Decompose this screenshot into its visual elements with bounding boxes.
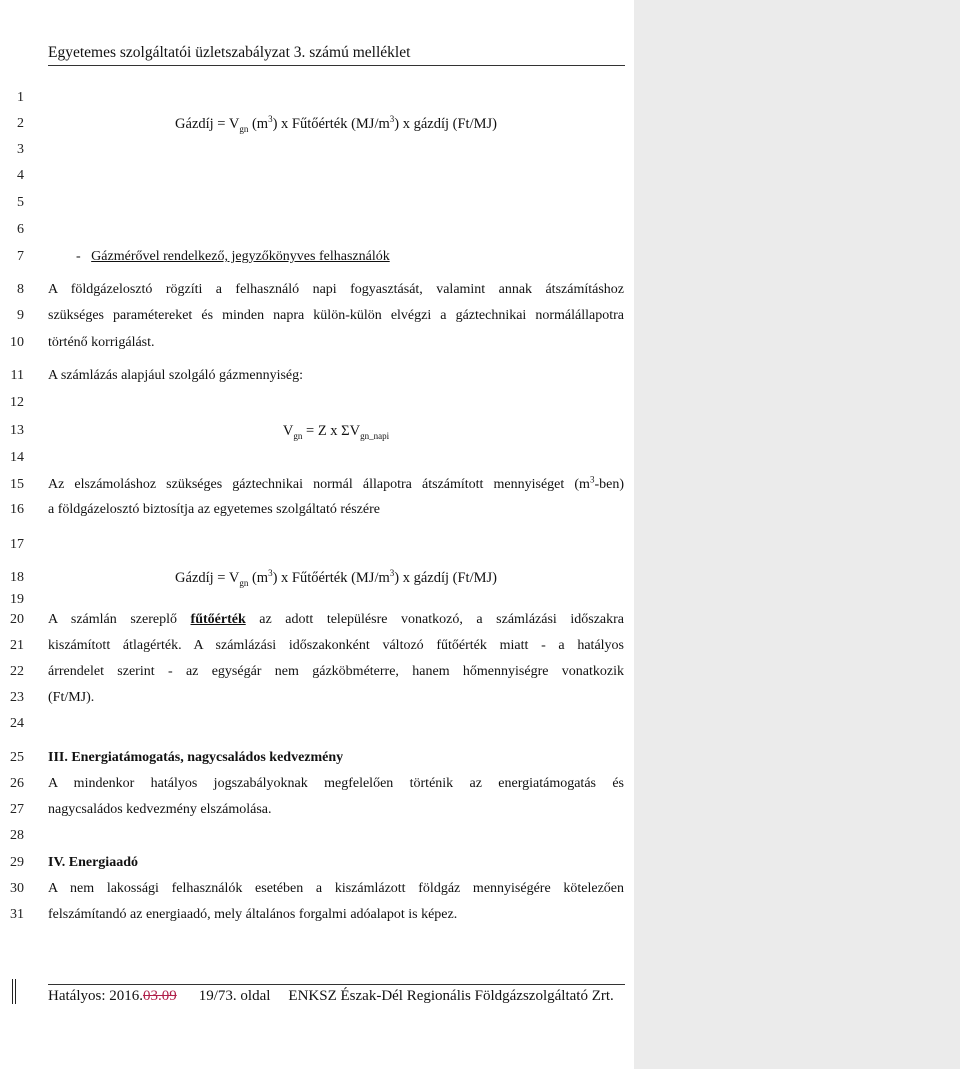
gas-fee-formula: Gázdíj = $V_{gn}$ $(m^3)$ x Fűtőérték $(MJ/m^3)$ x gázdíj (Ft/MJ) (175, 568, 497, 588)
paragraph-line: történő korrigálást. (48, 335, 155, 350)
line-number: 25 (10, 750, 24, 765)
line-number: 13 (10, 423, 24, 438)
effective-date: Hatályos: 2016.03.09 (48, 988, 177, 1004)
line-number: 24 (10, 716, 24, 731)
page-header: Egyetemes szolgáltatói üzletszabályzat 3. számú melléklet (48, 44, 411, 61)
metered-consumers-heading: - Gázmérővel rendelkező, jegyzőkönyves felhasználók (76, 249, 390, 264)
paragraph-line: A nem lakossági felhasználók esetében a kiszámlázott földgáz mennyiségére kötelezően (48, 881, 624, 896)
section-heading-energy-tax: IV. Energiaadó (48, 855, 138, 870)
line-number: 17 (10, 537, 24, 552)
paragraph-line: kiszámított átlagérték. A számlázási időszakonként változó fűtőérték miatt - a hatályos (48, 638, 624, 653)
page-footer (48, 988, 614, 1005)
paragraph-line: szükséges paramétereket és minden napra külön-külön elvégzi a gáztechnikai normálállapotra (48, 308, 624, 323)
paragraph-line: A földgázelosztó rögzíti a felhasználó napi fogyasztását, valamint annak átszámításhoz (48, 282, 624, 297)
line-number: 21 (10, 638, 24, 653)
comment-pane (634, 0, 960, 1069)
paragraph-line: A számlán szereplő fűtőérték az adott településre vonatkozó, a számlázási időszakra (48, 612, 624, 627)
footer-divider (48, 984, 625, 985)
line-number: 23 (10, 690, 24, 705)
line-number: 5 (17, 195, 24, 210)
line-number: 10 (10, 335, 24, 350)
line-number: 31 (10, 907, 24, 922)
line-number: 4 (17, 168, 24, 183)
paragraph-line: a földgázelosztó biztosítja az egyetemes szolgáltató részére (48, 502, 380, 517)
line-number: 9 (17, 308, 24, 323)
paragraph-line: A mindenkor hatályos jogszabályoknak megfelelően történik az energiatámogatás és (48, 776, 624, 791)
line-number: 3 (17, 142, 24, 157)
change-bar (12, 979, 13, 1004)
page-number: 19/73. oldal (198, 988, 271, 1004)
line-number: 20 (10, 612, 24, 627)
line-number: 1 (17, 90, 24, 105)
line-number: 27 (10, 802, 24, 817)
paragraph-line: nagycsaládos kedvezmény elszámolása. (48, 802, 272, 817)
line-number: 30 (10, 881, 24, 896)
line-number: 22 (10, 664, 24, 679)
line-number: 18 (10, 570, 24, 585)
line-number: 15 (10, 477, 24, 492)
volume-formula: $V_{gn} = Z$ x $\Sigma V_{gn\_napi}$ (282, 423, 390, 441)
paragraph-line: (Ft/MJ). (48, 690, 95, 705)
line-number: 29 (10, 855, 24, 870)
billing-basis-text: A számlázás alapjául szolgáló gázmennyiség: (48, 368, 304, 383)
line-number: 7 (17, 249, 24, 264)
line-number: 8 (17, 282, 24, 297)
section-heading-energy-support: III. Energiatámogatás, nagycsaládos kedvezmény (48, 750, 344, 765)
gas-fee-formula: Gázdíj = $V_{gn}$ $(m^3)$ x Fűtőérték $(MJ/m^3)$ x gázdíj (Ft/MJ) (175, 114, 497, 134)
paragraph-line: Az elszámoláshoz szükséges gáztechnikai normál állapotra átszámított mennyiséget $(m^3-ben)$ (48, 474, 624, 492)
paragraph-line: árrendelet szerint - az egységár nem gázköbméterre, hanem hőmennyiségre vonatkozik (48, 664, 624, 679)
header-divider (48, 65, 625, 66)
change-bar (15, 979, 16, 1004)
company-name: ENKSZ Észak-Dél Regionális Földgázszolgáltató Zrt. (288, 988, 614, 1004)
line-number: 14 (10, 450, 24, 465)
line-number: 19 (10, 592, 24, 607)
line-number: 26 (10, 776, 24, 791)
line-number: 12 (10, 395, 24, 410)
line-number: 16 (10, 502, 24, 517)
line-number: 11 (10, 368, 24, 383)
line-number: 6 (17, 222, 24, 237)
line-number: 2 (17, 116, 24, 131)
line-number: 28 (10, 828, 24, 843)
paragraph-line: felszámítandó az energiaadó, mely általános forgalmi adóalapot is képez. (48, 907, 458, 922)
